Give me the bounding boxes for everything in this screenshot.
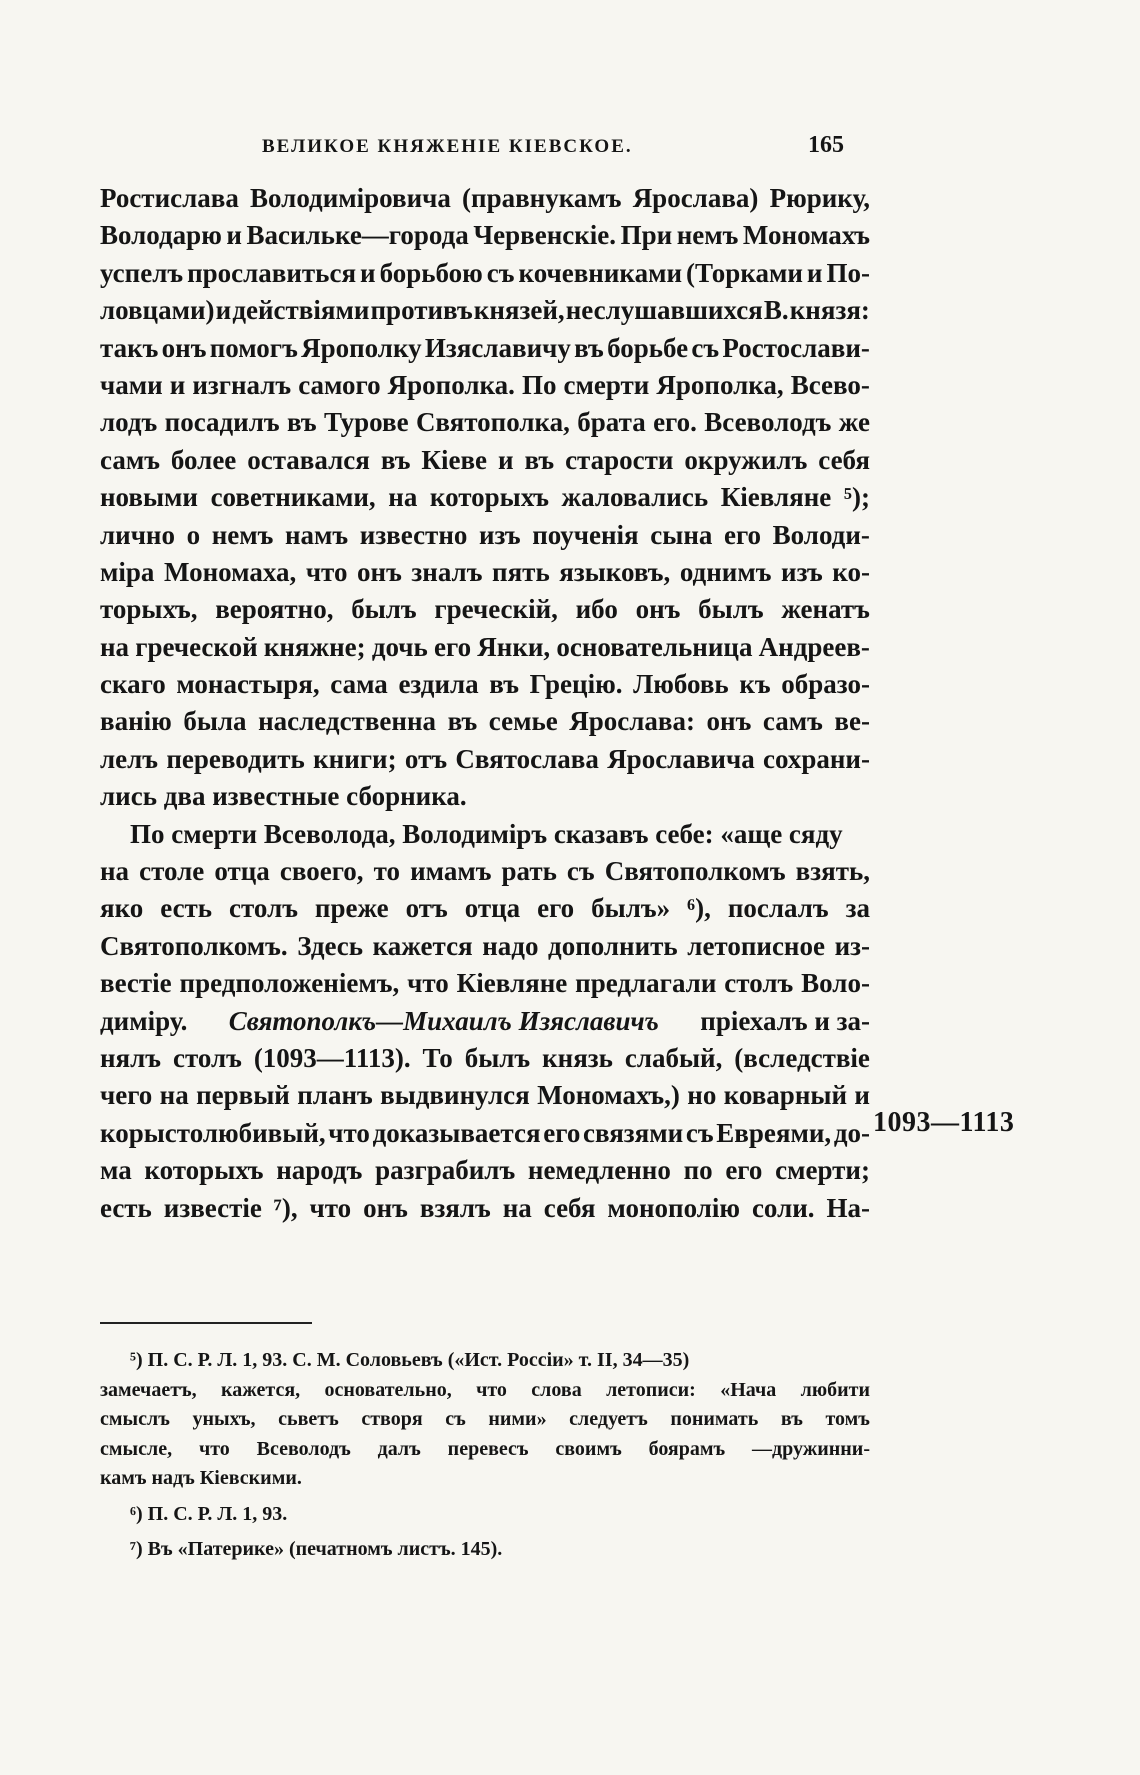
word: Червенскіе. <box>473 220 617 251</box>
word: его <box>723 519 762 550</box>
word: монастыря, <box>176 669 320 700</box>
word: Мономахъ <box>742 220 870 251</box>
word: Любовь <box>633 669 729 700</box>
word: на <box>100 631 130 662</box>
text-line <box>100 890 870 927</box>
word: о <box>186 519 201 550</box>
word: съ <box>691 332 720 363</box>
word: ⁵); <box>843 482 870 513</box>
word: преже <box>314 893 389 924</box>
word: отъ <box>405 893 448 924</box>
word: языковъ, <box>559 556 671 587</box>
text-line <box>100 180 870 217</box>
text-line <box>100 1190 870 1227</box>
word: Святополкомъ. <box>100 930 288 961</box>
word: съ <box>566 856 595 887</box>
word: Грецію. <box>529 669 623 700</box>
word: выдвинулся <box>380 1080 530 1111</box>
word: жаловались <box>561 482 709 513</box>
word: изгналъ <box>192 369 292 400</box>
word: его <box>543 1117 581 1148</box>
word: былъ <box>464 1042 531 1073</box>
word: женатъ <box>781 594 870 625</box>
footnote-line <box>100 1405 870 1435</box>
word: самъ <box>100 444 160 475</box>
word: По <box>521 369 557 400</box>
word: ванію <box>100 706 172 737</box>
word: смыслъ <box>100 1408 170 1430</box>
text-line <box>100 330 870 367</box>
word: и <box>806 257 823 288</box>
word: уныхъ, <box>192 1408 256 1430</box>
word: первый <box>196 1080 290 1111</box>
word: вестіе <box>100 968 172 999</box>
word: въ <box>380 444 411 475</box>
word: Кіеве <box>421 444 488 475</box>
word: торыхъ, <box>100 594 198 625</box>
word: яко <box>100 893 144 924</box>
word: предположеніемъ, <box>179 968 400 999</box>
word: замечаетъ, <box>100 1378 197 1401</box>
word: кажется <box>372 930 473 961</box>
word: которыхъ <box>144 1155 264 1186</box>
word: Ярополку <box>301 332 422 363</box>
italic-name: Святополкъ—Михаилъ Изяславичъ <box>228 1005 659 1036</box>
word: «Нача <box>720 1378 777 1401</box>
word: действіями <box>232 295 370 326</box>
word: сохрани- <box>763 743 870 774</box>
word: есть <box>100 1192 152 1223</box>
word: своимъ <box>555 1437 622 1460</box>
word: посадилъ <box>164 407 280 438</box>
word: себя <box>543 1192 596 1223</box>
word: что <box>328 1117 370 1148</box>
word: Святополкомъ <box>604 856 786 887</box>
word: Мономахъ,) <box>537 1080 680 1111</box>
word: ловцами) <box>100 295 215 326</box>
text-line <box>100 367 870 404</box>
word: на <box>159 1080 189 1111</box>
word: чами <box>100 369 163 400</box>
word: изъ <box>478 519 521 550</box>
word: На- <box>826 1192 870 1223</box>
word: борьбе <box>607 332 689 363</box>
word: борьбою <box>379 257 483 288</box>
word: старости <box>565 444 674 475</box>
word: столъ <box>172 1042 242 1073</box>
word: въ <box>447 706 478 737</box>
word: Володи- <box>772 519 870 550</box>
word: кочевниками <box>518 257 683 288</box>
word: однимъ <box>679 556 772 587</box>
word: которыхъ <box>429 482 549 513</box>
word: сына <box>650 519 713 550</box>
footnote-line: ⁷) Въ «Патерике» (печатномъ листъ. 145). <box>130 1538 503 1560</box>
footnote-line <box>100 1376 870 1406</box>
word: греческій, <box>434 594 558 625</box>
word: Здесь <box>297 930 364 961</box>
word: имамъ <box>410 856 492 887</box>
word: отъ <box>404 743 448 774</box>
word: перевесъ <box>447 1437 529 1460</box>
word: (правнукамъ <box>462 183 622 213</box>
word: на <box>502 1192 532 1223</box>
word: (1093—1113). <box>253 1042 411 1073</box>
word: створя <box>361 1408 423 1430</box>
word: Мономаха, <box>163 556 297 587</box>
word: скаго <box>100 669 166 700</box>
text-line-with-italic <box>100 1003 870 1040</box>
text-line: лись два известные сборника. <box>100 781 467 812</box>
text-line <box>100 1040 870 1077</box>
word: понимать <box>670 1408 759 1430</box>
word: онъ <box>363 1192 408 1223</box>
word: При <box>620 220 673 251</box>
word: былъ <box>698 594 764 625</box>
word: въ <box>286 407 317 438</box>
word: самого <box>298 369 381 400</box>
word: —дружинни- <box>752 1437 870 1460</box>
word: Ростослави- <box>722 332 870 363</box>
word: столъ <box>724 968 794 999</box>
word: В. <box>763 295 789 326</box>
text-line <box>100 928 870 965</box>
word: Кіевляне <box>456 968 568 999</box>
word: ездила <box>398 669 479 700</box>
word: брата <box>577 407 646 438</box>
word: есть <box>160 893 213 924</box>
word: соли. <box>751 1192 815 1223</box>
margin-date-note: 1093—1113 <box>873 1107 1015 1138</box>
word: основательно, <box>324 1378 452 1401</box>
word: же <box>838 407 870 438</box>
word: Володиміровича <box>250 183 451 213</box>
word: Святополка, <box>415 407 570 438</box>
word: и <box>360 257 376 288</box>
word: лодъ <box>100 407 158 438</box>
word: Евреями, <box>716 1117 832 1148</box>
word: его <box>434 631 472 662</box>
word: ма <box>100 1155 132 1186</box>
word: сама <box>330 669 388 700</box>
word: что <box>305 556 348 587</box>
footnote-line <box>100 1435 870 1465</box>
text-line <box>100 1152 870 1189</box>
word: что <box>309 1192 352 1223</box>
word: прославиться <box>187 257 357 288</box>
word: Ярополка. <box>387 369 515 400</box>
word: нялъ <box>100 1042 162 1073</box>
word: книги; <box>313 743 397 774</box>
word: его <box>725 1155 763 1186</box>
word: была <box>183 706 247 737</box>
word: (Торками <box>686 257 803 288</box>
word: столе <box>139 856 205 887</box>
word: князей, <box>473 295 565 326</box>
word: следуетъ <box>569 1408 648 1430</box>
word: наследственна <box>258 706 437 737</box>
word: Андреев- <box>758 631 870 662</box>
word: самъ <box>762 706 823 737</box>
word: из- <box>834 930 870 961</box>
word: Ярославича <box>607 743 755 774</box>
word: но <box>687 1080 717 1111</box>
word: Ярослава) <box>632 183 759 213</box>
word: его. <box>653 407 697 438</box>
word: и <box>169 369 186 400</box>
word: что <box>407 968 449 999</box>
word: ⁷), <box>273 1192 298 1223</box>
page-number: 165 <box>808 132 844 158</box>
word: княжне; <box>263 631 366 662</box>
word: Ярополка, <box>656 369 784 400</box>
word: успелъ <box>100 257 184 288</box>
text-line <box>100 629 870 666</box>
word: и <box>497 444 514 475</box>
word: былъ» <box>591 893 671 924</box>
word: народъ <box>276 1155 363 1186</box>
text-line <box>100 479 870 516</box>
word: рать <box>501 856 557 887</box>
text-line <box>100 517 870 554</box>
word: съ <box>445 1408 466 1430</box>
word: оставался <box>247 444 370 475</box>
word: по <box>683 1155 713 1186</box>
text-line <box>100 217 870 254</box>
word: за <box>845 893 870 924</box>
word: онъ <box>635 594 681 625</box>
word: князь <box>542 1042 613 1073</box>
word: смысле, <box>100 1437 173 1460</box>
word: столъ <box>229 893 298 924</box>
word: отца <box>214 856 270 887</box>
word: и <box>226 220 242 251</box>
text-line <box>100 741 870 778</box>
word: противъ <box>370 295 473 326</box>
word: ними» <box>488 1408 547 1430</box>
word: корыстолюбивый, <box>100 1117 326 1148</box>
word: окружилъ <box>684 444 808 475</box>
word: и <box>215 295 232 326</box>
word: лелъ <box>100 743 159 774</box>
word: монополію <box>607 1192 740 1223</box>
word: такъ <box>100 332 159 363</box>
word: помогъ <box>209 332 298 363</box>
word: слабый, <box>624 1042 723 1073</box>
word: своего, <box>279 856 364 887</box>
text-line <box>100 554 870 591</box>
word: семье <box>488 706 558 737</box>
word: былъ <box>351 594 417 625</box>
footnote-separator <box>100 1322 312 1324</box>
word: связями <box>582 1117 684 1148</box>
word: немъ <box>211 519 274 550</box>
word: доказывается <box>372 1117 541 1148</box>
word: въ <box>574 332 604 363</box>
word: сьветъ <box>278 1408 339 1430</box>
word: Рюрику, <box>769 183 870 213</box>
word: более <box>170 444 237 475</box>
footnotes <box>100 1346 870 1565</box>
word: на <box>100 856 130 887</box>
word: (вследствіе <box>734 1042 870 1073</box>
word: Ростислава <box>100 183 239 213</box>
text-line <box>100 404 870 441</box>
word: ибо <box>575 594 618 625</box>
word: летописи: <box>606 1378 696 1401</box>
word: то <box>373 856 401 887</box>
word: взялъ <box>419 1192 491 1223</box>
word: Воло- <box>801 968 870 999</box>
word: коварный <box>723 1080 848 1111</box>
word: Всеволодъ <box>704 407 832 438</box>
word: ко- <box>832 556 870 587</box>
word: намъ <box>284 519 349 550</box>
word: въ <box>524 444 555 475</box>
line-segment: диміру. <box>100 1005 188 1036</box>
body-text <box>100 180 870 1227</box>
word: Ярослава: <box>569 706 695 737</box>
word: немъ <box>676 220 739 251</box>
word: Васильке—города <box>246 220 469 251</box>
word: любити <box>800 1378 870 1401</box>
word: князя: <box>789 295 870 326</box>
word: съ <box>685 1117 714 1148</box>
word: разграбилъ <box>375 1155 516 1186</box>
word: ве- <box>834 706 870 737</box>
word: смерти <box>563 369 650 400</box>
word: до- <box>833 1117 870 1148</box>
word: Турове <box>324 407 409 438</box>
text-line <box>100 853 870 890</box>
word: основательница <box>556 631 753 662</box>
word: переводить <box>166 743 305 774</box>
text-line <box>100 666 870 703</box>
text-line <box>100 1077 870 1114</box>
word: съ <box>486 257 515 288</box>
word: Изяславичу <box>424 332 571 363</box>
word: дополнить <box>548 930 678 961</box>
word: кажется, <box>221 1378 301 1401</box>
word: послалъ <box>727 893 829 924</box>
word: слова <box>531 1378 582 1401</box>
text-line <box>100 591 870 628</box>
paragraph-start-line: По смерти Всеволода, Володиміръ сказавъ себе: «аще сяду <box>130 818 843 849</box>
text-line <box>100 292 870 329</box>
word: въ <box>489 669 519 700</box>
word: То <box>422 1042 453 1073</box>
word: Янки, <box>477 631 551 662</box>
word: изъ <box>781 556 823 587</box>
word: что <box>198 1437 230 1460</box>
word: надо <box>482 930 539 961</box>
word: онъ <box>357 556 402 587</box>
word: известно <box>359 519 468 550</box>
word: предлагали <box>575 968 717 999</box>
line-segment: пріехалъ и за- <box>700 1005 870 1036</box>
text-line <box>100 703 870 740</box>
word: чего <box>100 1080 153 1111</box>
word: поученія <box>532 519 639 550</box>
word: советниками, <box>210 482 376 513</box>
footnote-line: ⁶) П. С. Р. Л. 1, 93. <box>130 1502 288 1525</box>
footnote-line: ⁵) П. С. Р. Л. 1, 93. С. М. Соловьевъ («Ист. Россіи» т. II, 34—35) <box>130 1349 690 1371</box>
word: известіе <box>163 1192 262 1223</box>
word: томъ <box>825 1408 870 1430</box>
word: По- <box>826 257 870 288</box>
word: къ <box>739 669 771 700</box>
word: смерти; <box>775 1155 870 1186</box>
word: немедленно <box>527 1155 671 1186</box>
word: зналъ <box>411 556 483 587</box>
word: ⁶), <box>687 893 711 924</box>
word: греческой <box>135 631 258 662</box>
word: образо- <box>781 669 870 700</box>
text-line <box>100 442 870 479</box>
word: онъ <box>161 332 207 363</box>
word: на <box>388 482 418 513</box>
word: взять, <box>795 856 870 887</box>
text-line <box>100 965 870 1002</box>
word: вероятно, <box>215 594 334 625</box>
word: далъ <box>377 1437 421 1460</box>
footnote-line: камъ надъ Кіевскими. <box>100 1467 302 1489</box>
word: лично <box>100 519 175 550</box>
word: новыми <box>100 482 198 513</box>
word: летописное <box>687 930 825 961</box>
word: пять <box>492 556 550 587</box>
word: Володарю <box>100 220 222 251</box>
word: боярамъ <box>648 1437 726 1460</box>
text-line <box>100 1115 870 1152</box>
word: въ <box>780 1408 803 1430</box>
word: онъ <box>706 706 752 737</box>
word: Всеволодъ <box>256 1437 351 1460</box>
word: Святослава <box>455 743 599 774</box>
word: себя <box>818 444 870 475</box>
word: и <box>854 1080 870 1111</box>
running-header: ВЕЛИКОЕ КНЯЖЕНІЕ КІЕВСКОЕ. <box>262 136 633 157</box>
word: планъ <box>297 1080 373 1111</box>
word: Всево- <box>790 369 870 400</box>
word: міра <box>100 556 155 587</box>
word: Кіевляне <box>720 482 832 513</box>
word: что <box>476 1378 507 1401</box>
word: отца <box>464 893 521 924</box>
word: его <box>537 893 575 924</box>
word: дочь <box>371 631 428 662</box>
word: неслушавшихся <box>565 295 763 326</box>
text-line <box>100 255 870 292</box>
